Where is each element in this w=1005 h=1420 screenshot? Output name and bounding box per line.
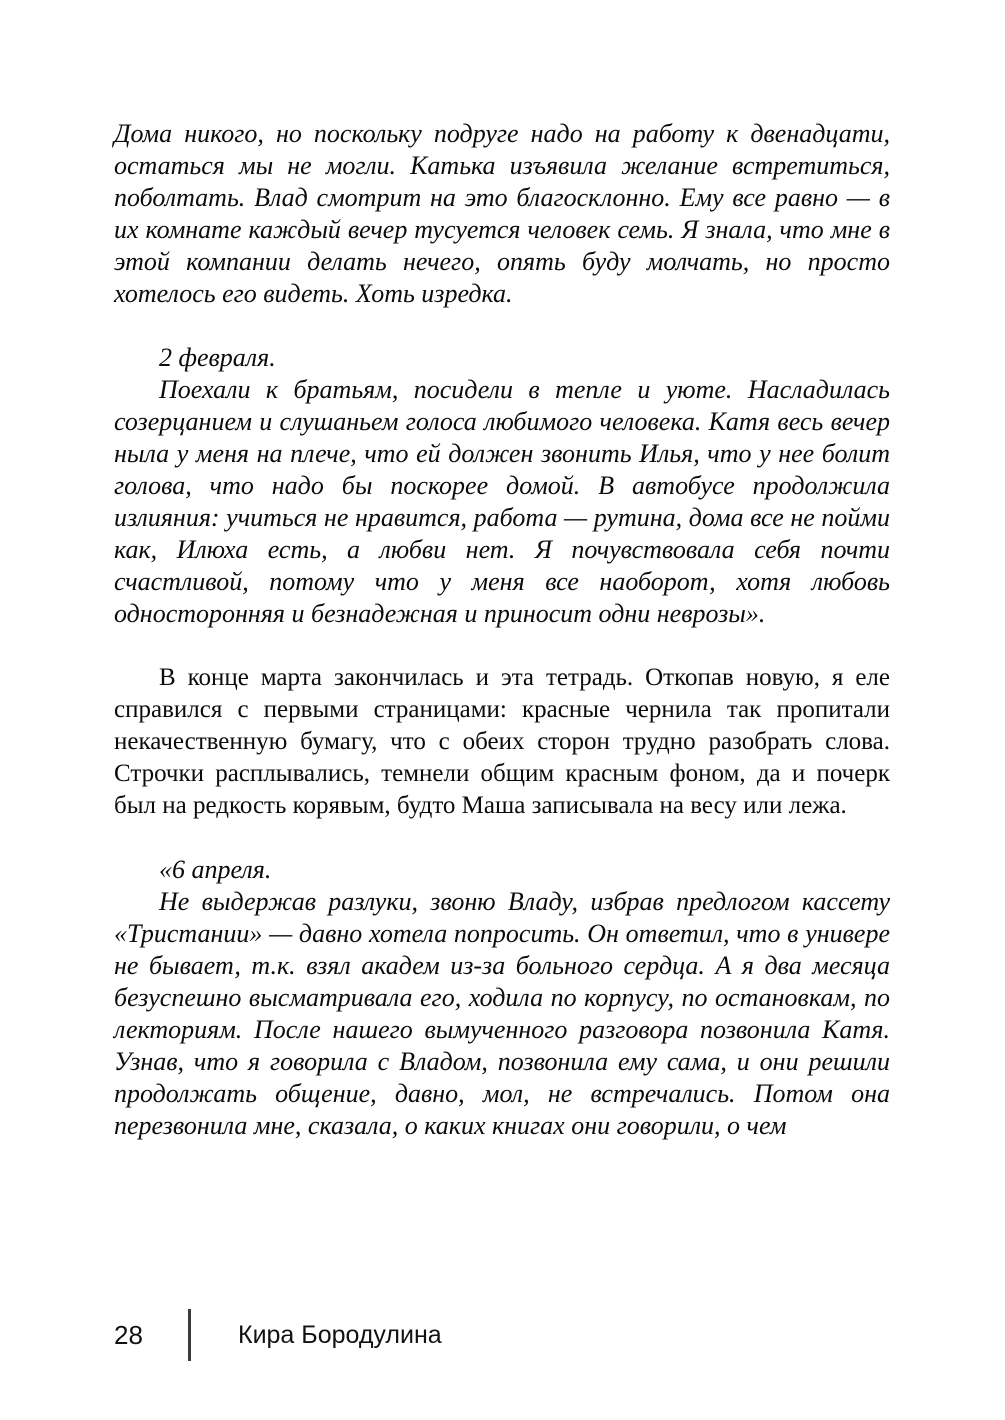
paragraph-narrator-commentary: В конце марта закончилась и эта тетрадь. Откопав новую, я еле справился с первыми страницами: красные чернила так пропитали некачественную бумагу, что с обеих сторон трудно разобрать слова. Строчки расплывались, темнели общим красным фоном, да и почерк был на редкость корявым, будто Маша записывала на весу или лежа. — [114, 664, 890, 819]
paragraph-diary-apr-6-entry: Не выдержав разлуки, звоню Владу, избрав предлогом кассету «Тристании» — давно хотела попросить. Он ответил, что в универе не бывает, т.к. взял академ из-за больного сердца. А я два месяца безуспешно высматривала его, ходила по корпусу, по остановкам, по лекториям. После нашего вымученного разговора позвонила Катя. Узнав, что я говорила с Владом, позвонила ему сама, и они решили продолжать общение, давно, мол, не встречались. Потом она перезвонила мне, сказала, о каких книгах они говорили, о чем — [114, 887, 890, 1140]
running-head-author: Кира Бородулина — [238, 1320, 442, 1349]
page-number: 28 — [114, 1320, 143, 1350]
paragraph-spacer — [114, 630, 890, 662]
body-text-column — [114, 118, 890, 1142]
paragraph-diary-jan-continuation: Дома никого, но поскольку подруге надо на работу к двенадцати, остаться мы не могли. Катька изъявила желание встретиться, поболтать. Влад смотрит на это благосклонно. Ему все равно — в их комнате каждый вечер тусуется человек семь. Я знала, что мне в этой компании делать нечего, опять буду молчать, но просто хотелось его видеть. Хоть изредка. — [114, 119, 890, 308]
paragraph-diary-feb-2-entry: Поехали к братьям, посидели в тепле и уюте. Насладилась созерцанием и слушаньем голоса любимого человека. Катя весь вечер ныла у меня на плече, что ей должен звонить Илья, что у нее болит голова, что надо бы поскорее домой. В автобусе продолжила излияния: учиться не нравится, работа — рутина, дома все не пойми как, Илюха есть, а любви нет. Я почувствовала себя почти счастливой, потому что у меня все наоборот, хотя любовь односторонняя и безнадежная и приносит одни неврозы». — [114, 375, 890, 628]
footer-divider — [188, 1309, 191, 1361]
paragraph-spacer — [114, 822, 890, 854]
paragraph-spacer — [114, 310, 890, 342]
page-footer — [114, 1300, 890, 1370]
paragraph-diary-date-apr-6: «6 апреля. — [159, 855, 272, 884]
paragraph-diary-date-feb-2: 2 февраля. — [159, 343, 276, 372]
